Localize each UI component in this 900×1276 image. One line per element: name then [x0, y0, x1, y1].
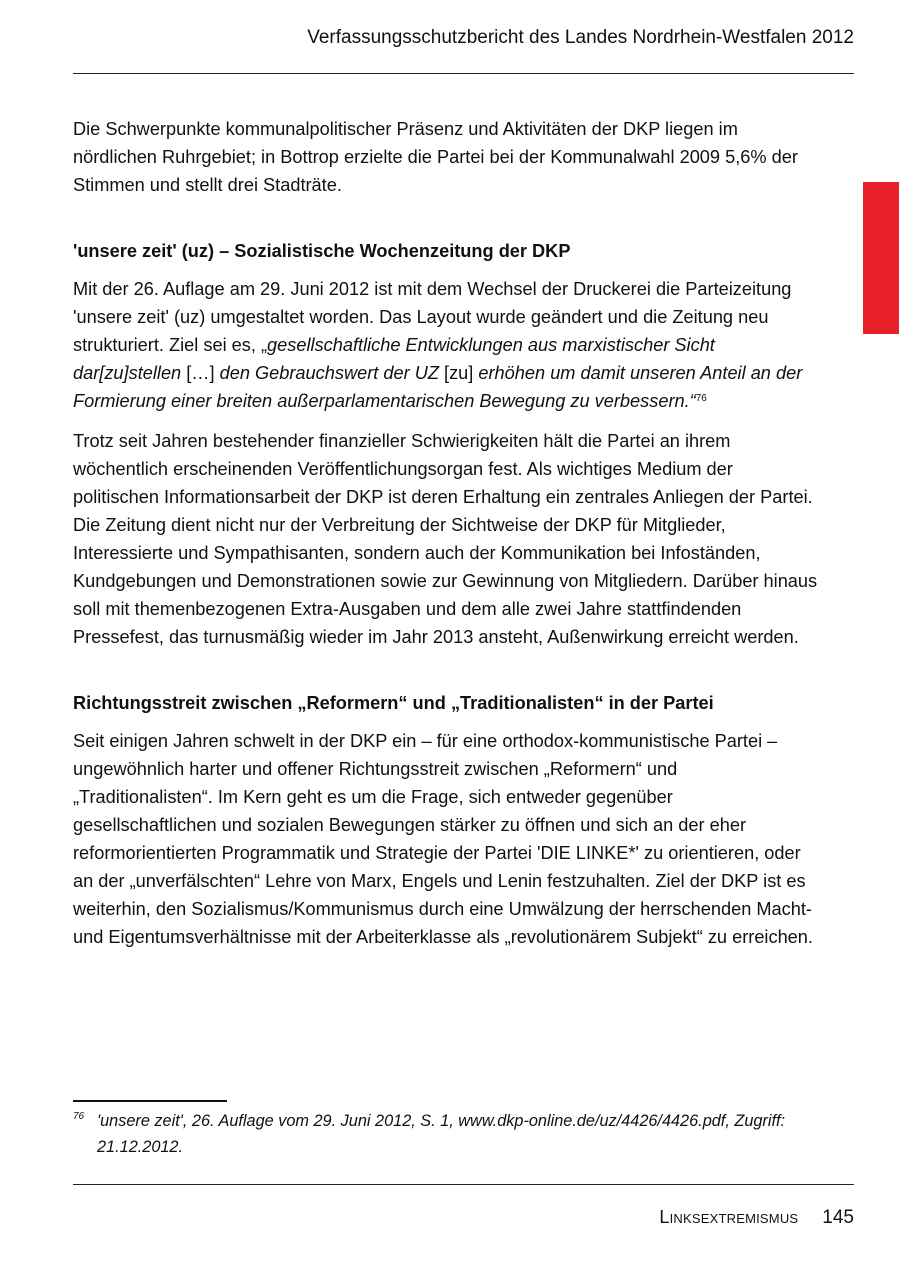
paragraph-finanzen: Trotz seit Jahren bestehender finanzieller Schwierigkeiten hält die Partei an ihrem wöchentlich erscheinenden Veröffentlichungsorgan fest. Als wichtiges Medium der politischen Informationsarbeit der DKP ist deren Erhaltung ein zentrales Anliegen der Partei. Die Zeitung dient nicht nur der Verbreitung der Sichtweise der DKP für Mitglieder, Interessierte und Sympathisanten, sondern auch der Kommunikation bei Infoständen, Kundgebungen und Demonstrationen sowie zur Gewinnung von Mitgliedern. Darüber hinaus soll mit themenbezogenen Extra-Ausgaben und dem alle zwei Jahre stattfindenden Pressefest, das turnusmäßig wieder im Jahr 2013 ansteht, Außenwirkung erreicht werden.: [73, 431, 818, 647]
heading-unsere-zeit: 'unsere zeit' (uz) – Sozialistische Wochenzeitung der DKP: [73, 241, 571, 261]
page-footer: [659, 1207, 854, 1229]
footer-divider: [73, 1184, 854, 1185]
paragraph-kommunalpolitik: Die Schwerpunkte kommunalpolitischer Präsenz und Aktivitäten der DKP liegen im nördlichen Ruhrgebiet; in Bottrop erzielte die Partei bei der Kommunalwahl 2009 5,6% der Stimmen und stellt drei Stadträte.: [73, 119, 798, 195]
footnote: [73, 1108, 803, 1160]
uz-quote-ellipsis: […]: [181, 363, 220, 383]
footer-section-name: Linksextremismus: [659, 1207, 799, 1227]
uz-relaunch-lead: Mit der 26. Auflage am 29. Juni 2012 ist mit dem Wechsel der Druckerei die Parteizeitung 'unsere zeit' (uz) umgestaltet worden. Das Layout wurde geändert und die Zeitung neu strukturiert. Ziel sei es, „: [73, 279, 792, 355]
uz-quote-bracket: [zu]: [438, 363, 479, 383]
header-divider: [73, 73, 854, 74]
footnote-reference: 76: [695, 393, 707, 404]
page-number: 145: [822, 1207, 854, 1228]
footnote-text: 'unsere zeit', 26. Auflage vom 29. Juni 2012, S. 1, www.dkp-online.de/uz/4426/4426.pdf, Zugriff: 21.12.2012.: [97, 1112, 786, 1156]
heading-richtungsstreit: Richtungsstreit zwischen „Reformern“ und „Traditionalisten“ in der Partei: [73, 693, 714, 713]
uz-quote-part-2: den Gebrauchswert der UZ: [219, 363, 439, 383]
footnote-divider: [73, 1100, 227, 1102]
footnote-number: 76: [73, 1111, 85, 1122]
uz-quote-part-1: gesellschaftliche Entwicklungen aus marxistischer Sicht dar[zu]stellen: [73, 335, 715, 383]
page-body: [73, 115, 818, 951]
section-thumb-tab: [863, 182, 899, 334]
paragraph-uz-relaunch: [73, 275, 818, 415]
paragraph-richtungsstreit: Seit einigen Jahren schwelt in der DKP ein – für eine orthodox-kommunistische Partei – ungewöhnlich harter und offener Richtungsstreit zwischen „Reformern“ und „Traditionalisten“. Im Kern geht es um die Frage, sich entweder gegenüber gesellschaftlichen und sozialen Bewegungen stärker zu öffnen und sich an der eher reformorientierten Programmatik und Strategie der Partei 'DIE LINKE*' zu orientieren, oder an der „unverfälschten“ Lehre von Marx, Engels und Lenin festzuhalten. Ziel der DKP ist es weiterhin, den Sozialismus/Kommunismus durch eine Umwälzung der herrschenden Macht- und Eigentumsverhältnisse mit der Arbeiterklasse als „revolutionärem Subjekt“ zu erreichen.: [73, 731, 813, 947]
uz-quote-part-3: erhöhen um damit unseren Anteil an der Formierung einer breiten außerparlamentarischen Bewegung zu verbessern.“: [73, 363, 803, 411]
running-header-title: Verfassungsschutzbericht des Landes Nordrhein-Westfalen 2012: [307, 27, 854, 48]
